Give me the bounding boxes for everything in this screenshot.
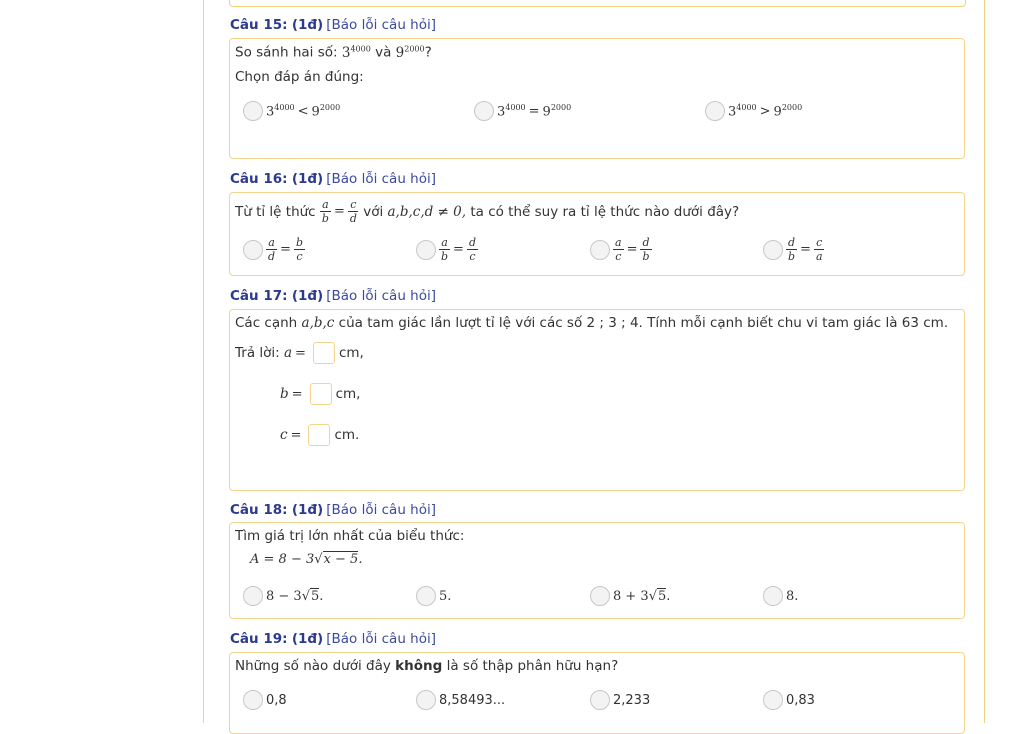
q15-opt3-relation: > xyxy=(759,103,771,119)
q15-option-3-radio[interactable] xyxy=(705,101,725,121)
q16-opt2-r-den: c xyxy=(469,250,476,263)
q18-report-link[interactable]: [Báo lỗi câu hỏi] xyxy=(326,502,436,518)
q16-opt3-l-num: a xyxy=(615,236,622,249)
q16-opt2-l-den: b xyxy=(441,250,449,263)
q15-report-link[interactable]: [Báo lỗi câu hỏi] xyxy=(326,17,436,33)
q18-expr-end: . xyxy=(358,552,363,567)
q16-given-right xyxy=(348,198,359,225)
q19-opt1-label: 0,8 xyxy=(266,692,287,708)
q17-input-b[interactable] xyxy=(310,383,332,405)
q16-opt3-r-num: d xyxy=(642,236,650,249)
q15-option-1[interactable] xyxy=(243,101,340,121)
q15-opt2-a-base: 3 xyxy=(497,104,506,120)
q15-opt2-a-exp: 4000 xyxy=(505,102,526,112)
q15-stem-and: và xyxy=(375,44,392,61)
q15-opt1-b-exp: 2000 xyxy=(319,102,341,112)
q16-opt3-l-den: c xyxy=(615,250,622,263)
q17-unit-a: cm, xyxy=(338,345,364,361)
q15-opt3-b-exp: 2000 xyxy=(781,102,803,112)
q17-box xyxy=(229,309,965,491)
q16-stem-cond: a,b,c,d ≠ 0, xyxy=(387,203,467,220)
q17-answer-row-b: b = cm, xyxy=(280,383,360,405)
q15-option-2[interactable] xyxy=(474,101,571,121)
q17-number: Câu 17: xyxy=(230,288,288,304)
q17-points: (1đ) xyxy=(291,288,324,304)
q19-option-3-radio[interactable] xyxy=(590,690,610,710)
q19-stem-bold: không xyxy=(395,658,443,674)
q19-report-link[interactable]: [Báo lỗi câu hỏi] xyxy=(326,631,436,647)
q19-stem-b: là số thập phân hữu hạn? xyxy=(446,658,619,674)
q18-opt1-radicand: 5 xyxy=(311,589,320,604)
q19-option-4[interactable] xyxy=(763,690,815,710)
q19-stem-a: Những số nào dưới đây xyxy=(235,658,391,674)
q16-opt1-l-num: a xyxy=(268,236,275,249)
q18-stem: Tìm giá trị lớn nhất của biểu thức: xyxy=(235,528,465,544)
q18-opt1-pre: 8 − 3 xyxy=(266,588,302,604)
q15-stem-prefix: So sánh hai số: xyxy=(235,44,338,61)
q15-opt3-a-exp: 4000 xyxy=(736,102,757,112)
q15-b-exp: 2000 xyxy=(404,44,425,53)
q17-var-a: a xyxy=(283,345,293,361)
q16-stem-with: với xyxy=(363,203,384,220)
q18-expr-left: A = 8 − 3 xyxy=(250,552,315,567)
q16-header xyxy=(230,171,436,187)
q16-given-l-den: b xyxy=(321,212,329,225)
q19-opt2-label: 8,58493... xyxy=(439,692,506,708)
q16-opt1-r-num: b xyxy=(295,236,303,249)
q18-number: Câu 18: xyxy=(230,502,288,518)
q19-number: Câu 19: xyxy=(230,631,288,647)
q19-option-3[interactable] xyxy=(590,690,650,710)
q15-opt1-b-base: 9 xyxy=(311,104,320,120)
q16-box xyxy=(229,192,965,276)
q18-opt4-label: 8. xyxy=(786,588,799,604)
q18-option-1-radio[interactable] xyxy=(243,586,263,606)
q18-opt1-post: . xyxy=(319,588,324,604)
q15-option-1-radio[interactable] xyxy=(243,101,263,121)
q16-option-4-radio[interactable] xyxy=(763,240,783,260)
q16-report-link[interactable]: [Báo lỗi câu hỏi] xyxy=(326,171,436,187)
q19-opt4-label: 0,83 xyxy=(786,692,815,708)
q15-opt3-b-base: 9 xyxy=(773,104,782,120)
q15-prompt: Chọn đáp án đúng: xyxy=(235,69,364,85)
q16-given-r-num: c xyxy=(350,198,357,211)
q19-option-2[interactable] xyxy=(416,690,505,710)
q16-opt4-l-den: b xyxy=(788,250,796,263)
q19-header xyxy=(230,631,436,647)
q18-header xyxy=(230,502,436,518)
q15-b-base: 9 xyxy=(395,44,405,61)
q15-stem-suffix: ? xyxy=(424,44,432,61)
q16-opt2-r-num: d xyxy=(468,236,476,249)
q18-option-2[interactable] xyxy=(416,586,451,606)
q18-expression: A = 8 − 3√x − 5. xyxy=(250,552,363,567)
q17-answer-row-c: c = cm. xyxy=(280,424,359,446)
q19-option-4-radio[interactable] xyxy=(763,690,783,710)
q16-number: Câu 16: xyxy=(230,171,288,187)
q16-points: (1đ) xyxy=(291,171,324,187)
q16-opt4-l-num: d xyxy=(788,236,796,249)
q16-opt4-r-den: a xyxy=(815,250,823,263)
q15-opt1-relation: < xyxy=(297,103,309,119)
q16-option-2[interactable]: $\frac{a}{b}$ = $\frac{d}{c}$ xyxy=(416,236,478,263)
q17-stem xyxy=(235,315,948,331)
q18-option-4[interactable] xyxy=(763,586,798,606)
q15-opt1-a-exp: 4000 xyxy=(274,102,295,112)
q17-var-b: b xyxy=(280,386,289,402)
q17-unit-b: cm, xyxy=(335,386,361,402)
q17-input-a[interactable] xyxy=(313,342,335,364)
previous-question-box xyxy=(229,0,966,7)
q15-box xyxy=(229,38,965,159)
q16-given-left xyxy=(320,198,331,225)
q17-input-c[interactable] xyxy=(308,424,330,446)
q16-stem-suffix: ta có thể suy ra tỉ lệ thức nào dưới đây? xyxy=(470,203,740,220)
q18-opt2-label: 5. xyxy=(439,588,452,604)
q17-answer-row-a: Trả lời: a = cm, xyxy=(235,342,364,364)
q18-option-4-radio[interactable] xyxy=(763,586,783,606)
q17-unit-c: cm. xyxy=(334,427,360,443)
q17-header xyxy=(230,288,436,304)
q15-a-base: 3 xyxy=(341,44,351,61)
q15-opt2-relation: = xyxy=(528,103,540,119)
q19-option-1-radio[interactable] xyxy=(243,690,263,710)
q16-option-1[interactable]: $\frac{a}{d}$ = $\frac{b}{c}$ xyxy=(243,236,305,263)
q15-opt2-b-exp: 2000 xyxy=(550,102,572,112)
q18-opt3-radicand: 5 xyxy=(658,589,667,604)
q16-opt4-r-num: c xyxy=(816,236,823,249)
q16-option-1-radio[interactable] xyxy=(243,240,263,260)
q19-opt3-label: 2,233 xyxy=(613,692,651,708)
q16-opt1-l-den: d xyxy=(268,250,276,263)
q15-stem xyxy=(235,44,432,61)
q15-opt2-b-base: 9 xyxy=(542,104,551,120)
q16-given-l-num: a xyxy=(322,198,329,211)
q18-opt3-post: . xyxy=(666,588,671,604)
q15-option-2-radio[interactable] xyxy=(474,101,494,121)
q19-option-1[interactable] xyxy=(243,690,287,710)
q17-stem-a: Các cạnh xyxy=(235,315,298,331)
q19-points: (1đ) xyxy=(291,631,324,647)
q18-option-1[interactable]: 8 − 3 √ 5 . xyxy=(243,586,323,606)
q15-a-exp: 4000 xyxy=(350,44,371,53)
q18-option-2-radio[interactable] xyxy=(416,586,436,606)
q16-opt1-r-den: c xyxy=(296,250,303,263)
q16-option-3-radio[interactable] xyxy=(590,240,610,260)
q17-answer-label: Trả lời: xyxy=(235,345,280,361)
q18-expr-radicand: x − 5 xyxy=(323,552,359,567)
q15-header xyxy=(230,17,436,33)
q19-stem xyxy=(235,658,618,674)
q17-var-c: c xyxy=(280,427,288,443)
q17-report-link[interactable]: [Báo lỗi câu hỏi] xyxy=(326,288,436,304)
q15-opt1-a-base: 3 xyxy=(266,104,275,120)
q16-option-2-radio[interactable] xyxy=(416,240,436,260)
q15-option-3[interactable] xyxy=(705,101,802,121)
q15-points: (1đ) xyxy=(291,17,324,33)
q15-number: Câu 15: xyxy=(230,17,288,33)
q18-points: (1đ) xyxy=(291,502,324,518)
q18-opt3-pre: 8 + 3 xyxy=(613,588,649,604)
q16-opt3-r-den: b xyxy=(642,250,650,263)
q18-option-3[interactable]: 8 + 3 √ 5 . xyxy=(590,586,670,606)
q15-opt3-a-base: 3 xyxy=(728,104,737,120)
q16-stem: Từ tỉ lệ thức $\frac{a}{b}$ = $\frac{c}{d}$ với a,b,c,d ≠ 0, ta có thể suy ra tỉ lệ thức nào dưới đây? xyxy=(235,198,740,225)
q17-stem-vars: a,b,c xyxy=(301,315,335,331)
q16-stem-prefix: Từ tỉ lệ thức xyxy=(235,203,316,220)
q16-option-3[interactable]: $\frac{a}{c}$ = $\frac{d}{b}$ xyxy=(590,236,652,263)
q16-given-r-den: d xyxy=(349,212,357,225)
q18-option-3-radio[interactable] xyxy=(590,586,610,606)
q19-option-2-radio[interactable] xyxy=(416,690,436,710)
q16-option-4[interactable]: $\frac{d}{b}$ = $\frac{c}{a}$ xyxy=(763,236,825,263)
q16-opt2-l-num: a xyxy=(441,236,448,249)
q17-stem-b: của tam giác lần lượt tỉ lệ với các số 2 ; 3 ; 4. Tính mỗi cạnh biết chu vi tam giác là 63 cm. xyxy=(338,315,949,331)
